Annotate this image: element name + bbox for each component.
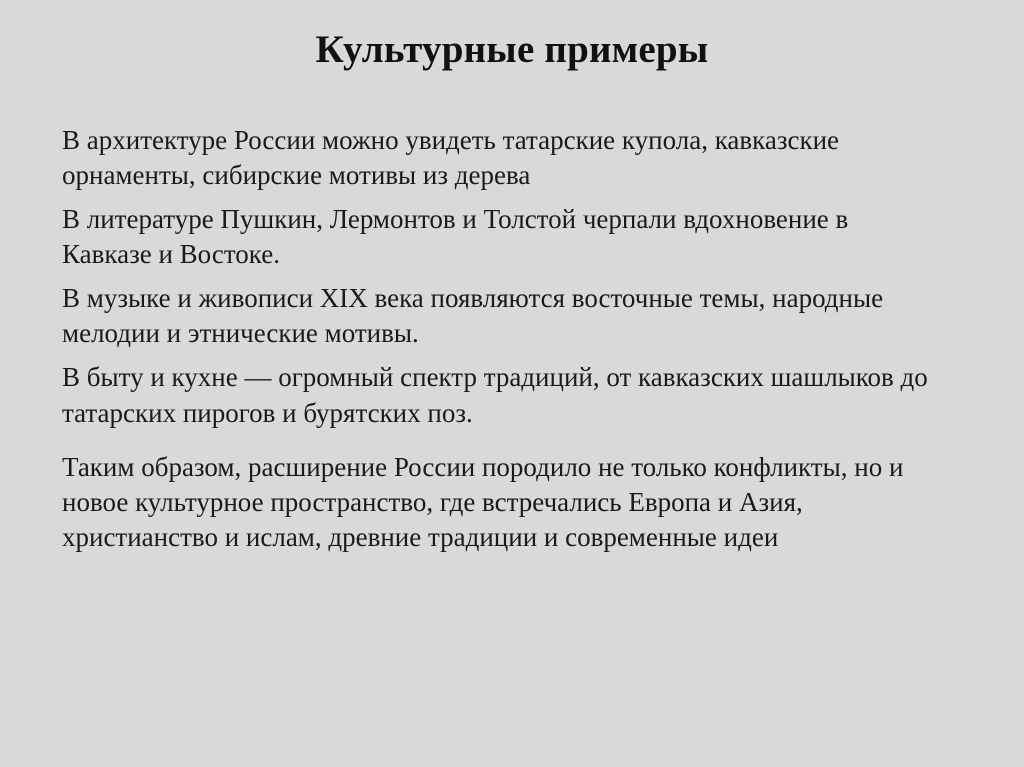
body-paragraph-everyday-cuisine: В быту и кухне — огромный спектр традиций, от кавказских шашлыков до татарских пирогов и бурятских поз.	[62, 362, 928, 428]
body-paragraph-conclusion: Таким образом, расширение России породило не только конфликты, но и новое культурное пространство, где встречались Европа и Азия, христианство и ислам, древние традиции и современные идеи	[62, 451, 904, 552]
slide-body	[0, 123, 1024, 564]
page-title: Культурные примеры	[315, 28, 709, 71]
body-paragraph-music-painting: В музыке и живописи XIX века появляются восточные темы, народные мелодии и этнические мотивы.	[62, 283, 884, 349]
body-paragraph-literature: В литературе Пушкин, Лермонтов и Толстой черпали вдохновение в Кавказе и Востоке.	[62, 204, 849, 270]
body-paragraph-architecture: В архитектуре России можно увидеть татарские купола, кавказские орнаменты, сибирские мотивы из дерева	[62, 124, 840, 190]
